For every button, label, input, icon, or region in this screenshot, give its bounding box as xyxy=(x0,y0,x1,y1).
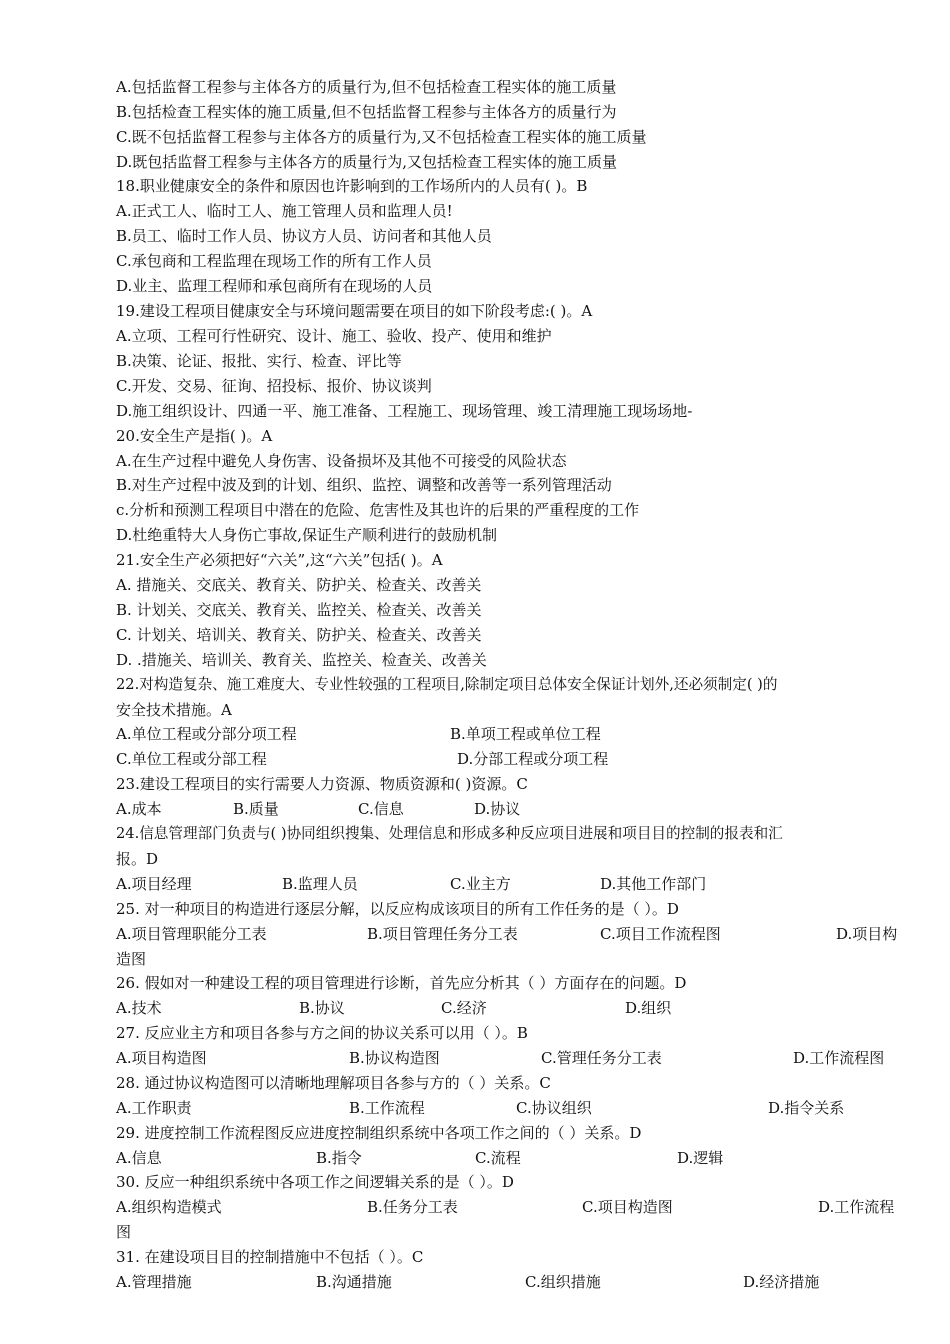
question-22: 22.对构造复杂、施工难度大、专业性较强的工程项目,除制定项目总体安全保证计划外,还必须制定( )的 xyxy=(116,676,778,693)
text-line: C. 计划关、培训关、教育关、防护关、检查关、改善关 xyxy=(116,626,482,644)
option-b: B.任务分工表 xyxy=(367,1198,458,1216)
text-line: C.既不包括监督工程参与主体各方的质量行为,又不包括检查工程实体的施工质量 xyxy=(116,128,647,146)
option-b: B.项目管理任务分工表 xyxy=(367,925,518,943)
text-line: A. 措施关、交底关、教育关、防护关、检查关、改善关 xyxy=(116,576,482,594)
question-26: 26. 假如对一种建设工程的项目管理进行诊断，首先应分析其（ ）方面存在的问题。D xyxy=(116,974,687,992)
option-b: B.指令 xyxy=(316,1149,362,1167)
text-line: A.在生产过程中避免人身伤害、设备损坏及其他不可接受的风险状态 xyxy=(116,452,567,470)
text-line: 安全技术措施。A xyxy=(116,701,232,719)
option-d: D.项目构 xyxy=(836,925,898,943)
option-a: A.项目管理职能分工表 xyxy=(116,925,267,943)
text-line: C.开发、交易、征询、招投标、报价、协议谈判 xyxy=(116,377,432,395)
option-d: D.工作流程图 xyxy=(793,1049,885,1067)
text-line: c.分析和预测工程项目中潜在的危险、危害性及其也许的后果的严重程度的工作 xyxy=(116,501,640,519)
question-23: 23.建设工程项目的实行需要人力资源、物质资源和( )资源。C xyxy=(116,775,528,793)
option-b: B.质量 xyxy=(233,800,279,818)
option-b: B.协议构造图 xyxy=(349,1049,440,1067)
option-a: A.项目经理 xyxy=(116,875,192,893)
question-30: 30. 反应一种组织系统中各项工作之间逻辑关系的是（ ）。D xyxy=(116,1173,514,1191)
option-d: D.经济措施 xyxy=(743,1273,820,1291)
option-b: B.工作流程 xyxy=(349,1099,425,1117)
option-b: B.监理人员 xyxy=(282,875,358,893)
question-25: 25. 对一种项目的构造进行逐层分解，以反应构成该项目的所有工作任务的是（ ）。D xyxy=(116,900,679,918)
option-d: D.逻辑 xyxy=(677,1149,724,1167)
question-18: 18.职业健康安全的条件和原因也许影响到的工作场所内的人员有( )。B xyxy=(116,177,588,195)
text-line: B.包括检查工程实体的施工质量,但不包括监督工程参与主体各方的质量行为 xyxy=(116,103,617,121)
option-b: B.单项工程或单位工程 xyxy=(450,725,601,743)
text-line: D.既包括监督工程参与主体各方的质量行为,又包括检查工程实体的施工质量 xyxy=(116,153,618,171)
question-19: 19.建设工程项目健康安全与环境问题需要在项目的如下阶段考虑:( )。A xyxy=(116,302,593,320)
option-d: D.指令关系 xyxy=(768,1099,845,1117)
option-a: A.工作职责 xyxy=(116,1099,192,1117)
option-d: D.组织 xyxy=(625,999,672,1017)
text-line: D. .措施关、培训关、教育关、监控关、检查关、改善关 xyxy=(116,651,487,669)
question-27: 27. 反应业主方和项目各参与方之间的协议关系可以用（ ）。B xyxy=(116,1024,528,1042)
option-c: C.信息 xyxy=(358,800,404,818)
option-c: C.管理任务分工表 xyxy=(541,1049,662,1067)
option-a: A.单位工程或分部分项工程 xyxy=(116,725,297,743)
option-c: C.项目工作流程图 xyxy=(600,925,721,943)
option-a: A.项目构造图 xyxy=(116,1049,207,1067)
text-line: B.决策、论证、报批、实行、检查、评比等 xyxy=(116,352,402,370)
option-c: C.单位工程或分部工程 xyxy=(116,750,267,768)
option-a: A.技术 xyxy=(116,999,162,1017)
option-d: D.工作流程 xyxy=(818,1198,895,1216)
text-line: D.业主、监理工程师和承包商所有在现场的人员 xyxy=(116,277,433,295)
question-29: 29. 进度控制工作流程图反应进度控制组织系统中各项工作之间的（ ）关系。D xyxy=(116,1124,642,1142)
option-c: C.业主方 xyxy=(450,875,511,893)
option-d: D.分部工程或分项工程 xyxy=(457,750,609,768)
text-line: 造图 xyxy=(116,950,147,968)
question-28: 28. 通过协议构造图可以清晰地理解项目各参与方的（ ）关系。C xyxy=(116,1074,551,1092)
option-c: C.组织措施 xyxy=(525,1273,601,1291)
option-d: D.其他工作部门 xyxy=(600,875,707,893)
text-line: A.正式工人、临时工人、施工管理人员和监理人员! xyxy=(116,202,453,220)
question-21: 21.安全生产必须把好“六关”,这“六关”包括( )。A xyxy=(116,551,443,569)
text-line: B.员工、临时工作人员、协议方人员、访问者和其他人员 xyxy=(116,227,492,245)
question-24: 24.信息管理部门负责与( )协同组织搜集、处理信息和形成多种反应项目进展和项目目的控制的报表和汇 xyxy=(116,825,783,842)
option-c: C.协议组织 xyxy=(516,1099,592,1117)
option-c: C.经济 xyxy=(441,999,487,1017)
option-c: C.流程 xyxy=(475,1149,521,1167)
option-a: A.成本 xyxy=(116,800,162,818)
text-line: A.立项、工程可行性研究、设计、施工、验收、投产、使用和维护 xyxy=(116,327,552,345)
text-line: B. 计划关、交底关、教育关、监控关、检查关、改善关 xyxy=(116,601,482,619)
option-b: B.协议 xyxy=(299,999,345,1017)
text-line: 报。D xyxy=(116,850,159,868)
text-line: B.对生产过程中波及到的计划、组织、监控、调整和改善等一系列管理活动 xyxy=(116,476,612,494)
question-20: 20.安全生产是指( )。A xyxy=(116,427,273,445)
text-line: A.包括监督工程参与主体各方的质量行为,但不包括检查工程实体的施工质量 xyxy=(116,78,617,96)
text-line: C.承包商和工程监理在现场工作的所有工作人员 xyxy=(116,252,432,270)
text-line: D.杜绝重特大人身伤亡事故,保证生产顺利进行的鼓励机制 xyxy=(116,526,498,544)
option-c: C.项目构造图 xyxy=(582,1198,673,1216)
text-line: 图 xyxy=(116,1223,132,1241)
question-31: 31. 在建设项目目的控制措施中不包括（ ）。C xyxy=(116,1248,424,1266)
option-a: A.组织构造模式 xyxy=(116,1198,222,1216)
option-a: A.管理措施 xyxy=(116,1273,192,1291)
option-a: A.信息 xyxy=(116,1149,162,1167)
option-d: D.协议 xyxy=(474,800,521,818)
text-line: D.施工组织设计、四通一平、施工准备、工程施工、现场管理、竣工清理施工现场场地- xyxy=(116,402,693,420)
option-b: B.沟通措施 xyxy=(316,1273,392,1291)
